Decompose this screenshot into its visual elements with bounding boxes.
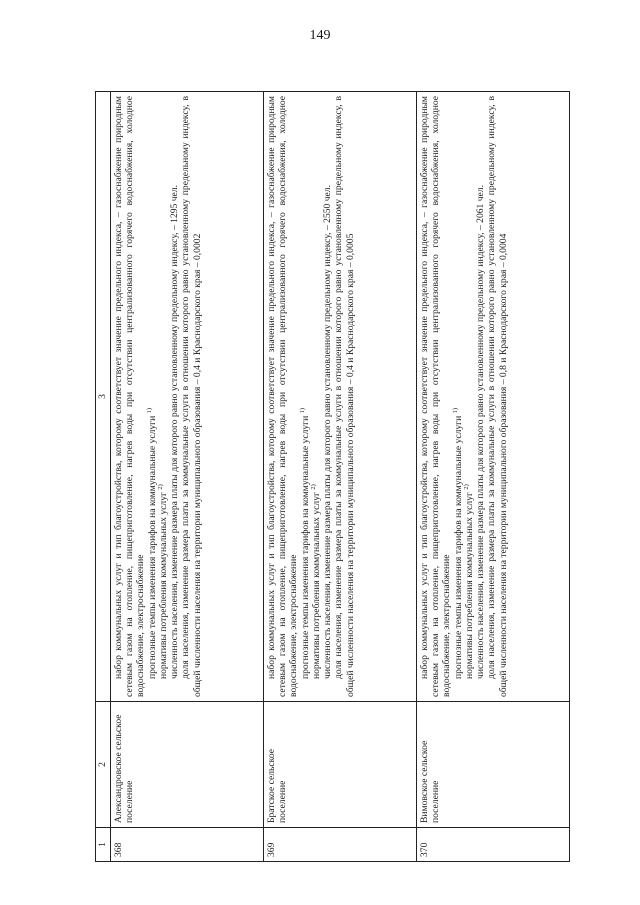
header-col-3: 3 (96, 92, 111, 702)
desc-population-share: доля населения, изменение размера платы за коммунальные услуги в отношении которого равно установленному предельному индексу, в общей численности населения на территории муниципального образования – 0,4 и Краснодарского края – 0,0002 (180, 96, 203, 697)
table-row (264, 92, 417, 862)
row-description (111, 92, 264, 702)
row-number: 368 (111, 828, 264, 862)
desc-consumption-norms: нормативы потребления коммунальных услуг $^{2)}$ (156, 484, 169, 679)
desc-population: численность населения, изменение размера платы для которого равно установленному предельному индексу, – 2550 чел. (322, 185, 334, 679)
row-description (417, 92, 570, 702)
header-col-1: 1 (96, 828, 111, 862)
desc-utilities: набор коммунальных услуг и тип благоустройства, которому соответствует значение предельного индекса, – газоснабжение природным сетевым газом на отопление, пищеприготовление, нагрев воды при отсутствии централизованного горячего водоснабжения, холодное водоснабжение, электроснабжение (419, 96, 453, 697)
page-number: 149 (309, 28, 331, 43)
header-col-2: 2 (96, 702, 111, 828)
row-number: 369 (264, 828, 417, 862)
desc-population: численность населения, изменение размера платы для которого равно установленному предельному индексу, – 1295 чел. (169, 185, 181, 679)
desc-population: численность населения, изменение размера платы для которого равно установленному предельному индексу, – 2061 чел. (475, 185, 487, 679)
desc-tariff-forecast: прогнозные темпы изменения тарифов на коммунальные услуги $^{1)}$ (298, 407, 311, 679)
row-number: 370 (417, 828, 570, 862)
rotated-table-container (95, 92, 565, 862)
desc-consumption-norms: нормативы потребления коммунальных услуг $^{2)}$ (309, 484, 322, 679)
desc-utilities: набор коммунальных услуг и тип благоустройства, которому соответствует значение предельного индекса, – газоснабжение природным сетевым газом на отопление, пищеприготовление, нагрев воды при отсутствии централизованного горячего водоснабжения, холодное водоснабжение, электроснабжение (266, 96, 300, 697)
landscape-page (95, 92, 565, 862)
desc-population-share: доля населения, изменение размера платы за коммунальные услуги в отношении которого равно установленному предельному индексу, в общей численности населения на территории муниципального образования – 0,4 и Краснодарского края – 0,0005 (333, 96, 356, 697)
desc-utilities: набор коммунальных услуг и тип благоустройства, которому соответствует значение предельного индекса, – газоснабжение природным сетевым газом на отопление, пищеприготовление, нагрев воды при отсутствии централизованного горячего водоснабжения, холодное водоснабжение, электроснабжение (113, 96, 147, 697)
desc-consumption-norms: нормативы потребления коммунальных услуг $^{2)}$ (462, 484, 475, 679)
desc-tariff-forecast: прогнозные темпы изменения тарифов на коммунальные услуги $^{1)}$ (451, 407, 464, 679)
tariff-table (95, 91, 570, 862)
settlement-name: Вимовское сельское поселение (417, 702, 570, 828)
settlement-name: Братское сельское поселение (264, 702, 417, 828)
settlement-name: Александровское сельское поселение (111, 702, 264, 828)
table-row (111, 92, 264, 862)
row-description (264, 92, 417, 702)
table-row (417, 92, 570, 862)
header-row (96, 92, 111, 862)
desc-population-share: доля населения, изменение размера платы за коммунальные услуги в отношении которого равно установленному предельному индексу, в общей численности населения на территории муниципального образования – 0,8 и Краснодарского края – 0,0004 (486, 96, 509, 697)
desc-tariff-forecast: прогнозные темпы изменения тарифов на коммунальные услуги $^{1)}$ (145, 407, 158, 679)
